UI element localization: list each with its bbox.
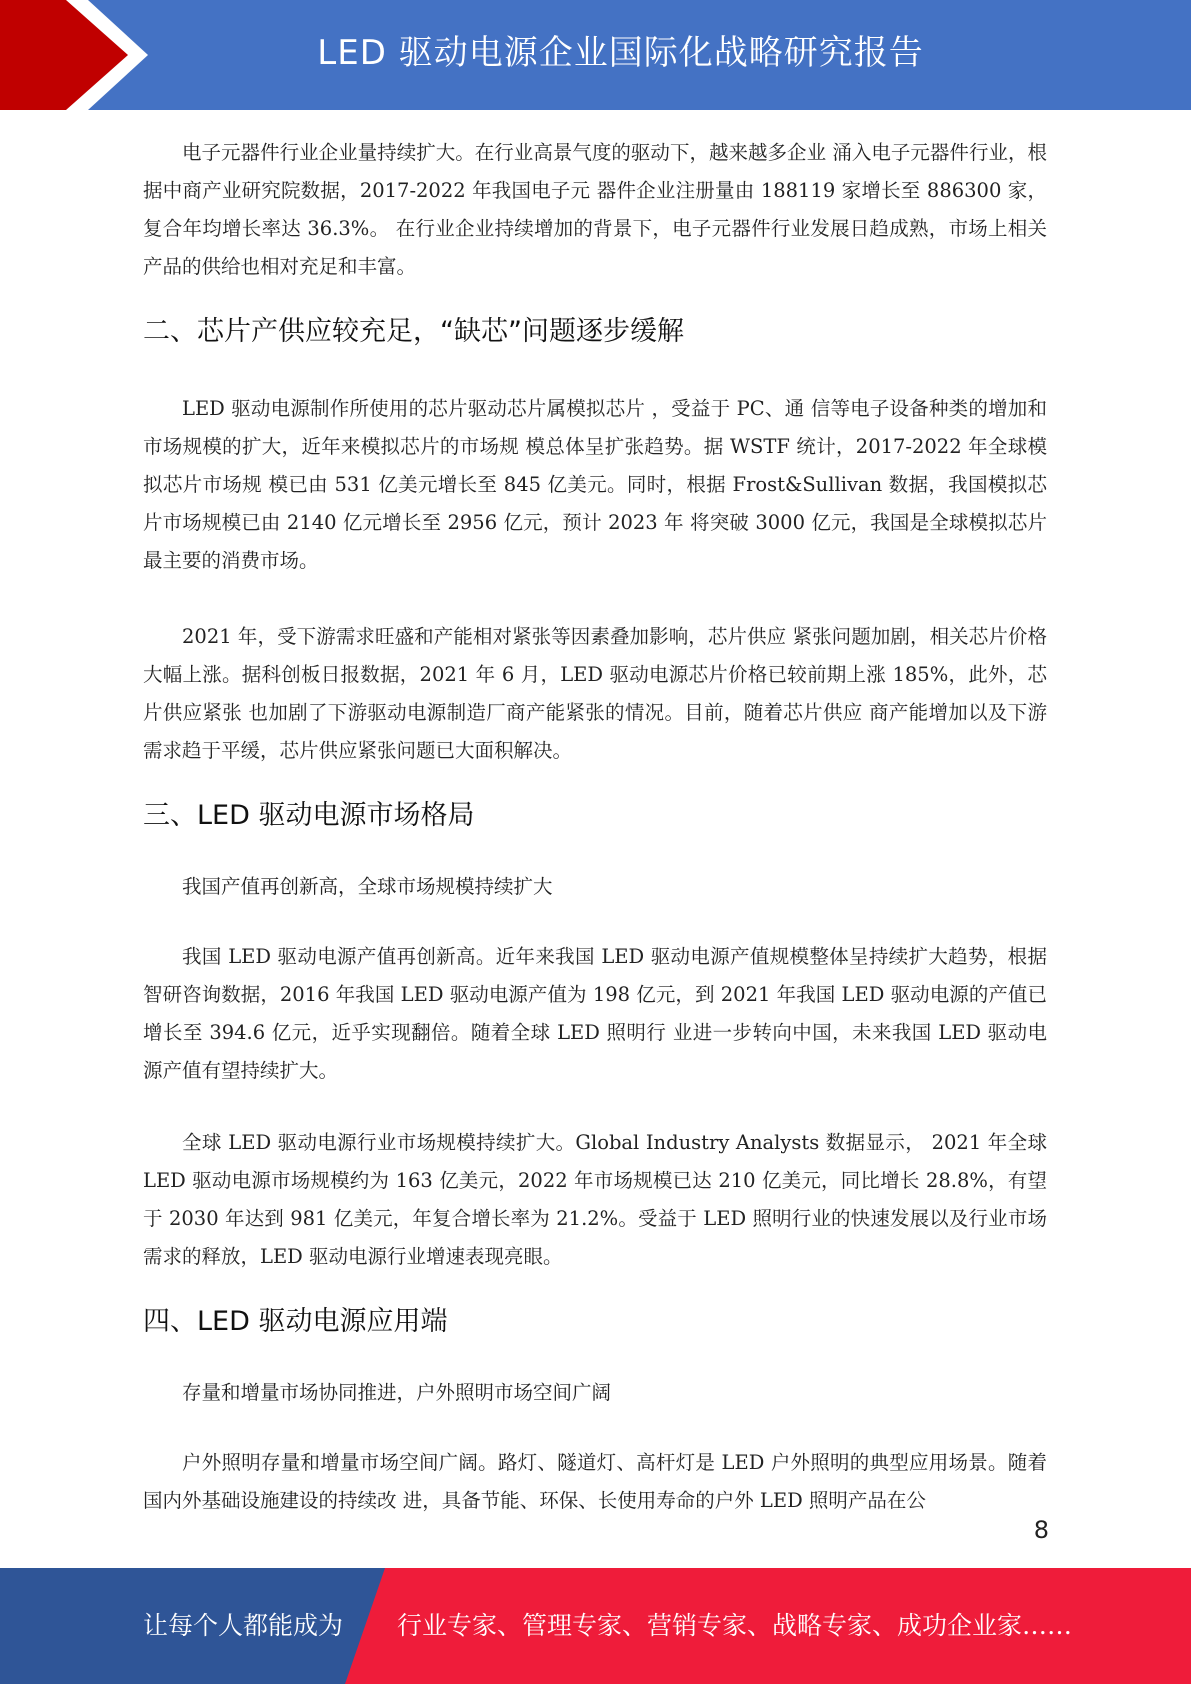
page-number: 8 (1033, 1516, 1049, 1544)
section-heading-3: 三、LED 驱动电源市场格局 (143, 800, 475, 831)
paragraph-5: 全球 LED 驱动电源行业市场规模持续扩大。Global Industry Analysts 数据显示， 2021 年全球 LED 驱动电源市场规模约为 163 亿美元，2022 年市场规模已达 210 亿美元，同比增长 28.8%，有望于 2030 年达到 981 亿美元，年复合增长率为 21.2%。受益于 LED 照明行业的快速发展以及行业市场需求的释放，LED 驱动电源行业增速表现亮眼。 (143, 1131, 1047, 1268)
section-heading-2: 二、芯片产供应较充足，“缺芯”问题逐步缓解 (143, 316, 684, 347)
section-heading-4: 四、LED 驱动电源应用端 (143, 1306, 448, 1337)
footer-banner (0, 1568, 1191, 1684)
paragraph-6: 户外照明存量和增量市场空间广阔。路灯、隧道灯、高杆灯是 LED 户外照明的典型应用场景。随着国内外基础设施建设的持续改 进，具备节能、环保、长使用寿命的户外 LED 照明产品在公 (143, 1451, 1047, 1512)
subheading-3: 我国产值再创新高，全球市场规模持续扩大 (182, 875, 553, 898)
paragraph-4: 我国 LED 驱动电源产值再创新高。近年来我国 LED 驱动电源产值规模整体呈持续扩大趋势，根据智研咨询数据，2016 年我国 LED 驱动电源产值为 198 亿元，到 2021 年我国 LED 驱动电源的产值已增长至 394.6 亿元，近乎实现翻倍。随着全球 LED 照明行 业进一步转向中国，未来我国 LED 驱动电源产值有望持续扩大。 (143, 945, 1047, 1082)
report-title: LED 驱动电源企业国际化战略研究报告 (317, 33, 924, 73)
paragraph-2: LED 驱动电源制作所使用的芯片驱动芯片属模拟芯片 ，受益于 PC、通 信等电子设备种类的增加和市场规模的扩大，近年来模拟芯片的市场规 模总体呈扩张趋势。据 WSTF 统计，2017-2022 年全球模拟芯片市场规 模已由 531 亿美元增长至 845 亿美元。同时，根据 Frost&Sullivan 数据，我国模拟芯片市场规模已由 2140 亿元增长至 2956 亿元，预计 2023 年 将突破 3000 亿元，我国是全球模拟芯片最主要的消费市场。 (143, 397, 1047, 572)
subheading-4: 存量和增量市场协同推进，户外照明市场空间广阔 (182, 1381, 612, 1404)
footer-slogan-left: 让每个人都能成为 (143, 1611, 344, 1640)
paragraph-3: 2021 年，受下游需求旺盛和产能相对紧张等因素叠加影响，芯片供应 紧张问题加剧，相关芯片价格大幅上涨。据科创板日报数据，2021 年 6 月，LED 驱动电源芯片价格已较前期上涨 185%，此外，芯片供应紧张 也加剧了下游驱动电源制造厂商产能紧张的情况。目前，随着芯片供应 商产能增加以及下游需求趋于平缓，芯片供应紧张问题已大面积解决。 (143, 625, 1047, 762)
header-banner (0, 0, 1191, 110)
document-body (143, 134, 1047, 1520)
header-arrow-decoration (0, 0, 160, 110)
paragraph-1: 电子元器件行业企业量持续扩大。在行业高景气度的驱动下，越来越多企业 涌入电子元器件行业，根据中商产业研究院数据，2017-2022 年我国电子元 器件企业注册量由 188119 家增长至 886300 家，复合年均增长率达 36.3%。 在行业企业持续增加的背景下，电子元器件行业发展日趋成熟，市场上相关 产品的供给也相对充足和丰富。 (143, 141, 1047, 278)
footer-slogan-right: 行业专家、管理专家、营销专家、战略专家、成功企业家…… (397, 1611, 1073, 1640)
